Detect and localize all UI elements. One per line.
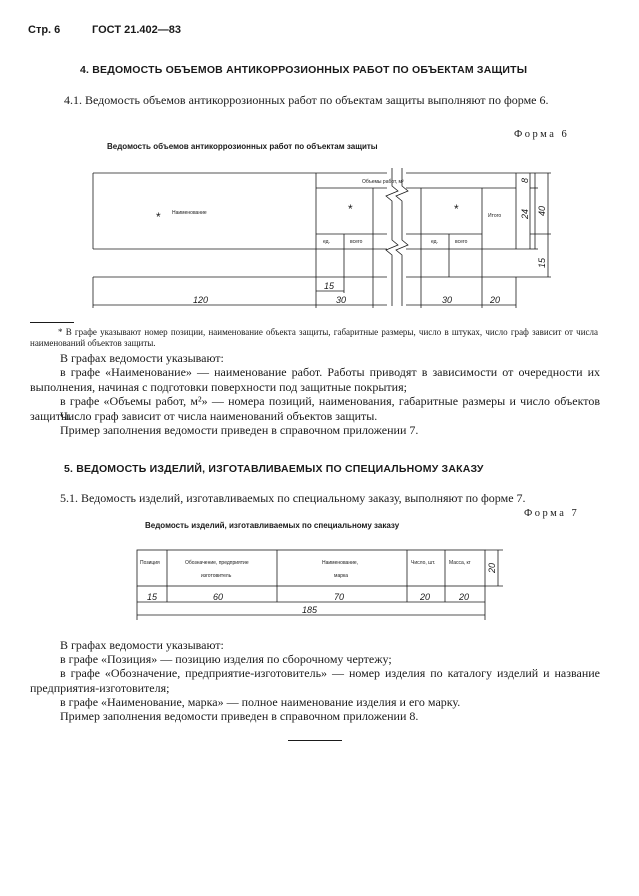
form-6-dim-30a: 30 bbox=[336, 295, 347, 305]
form-6-dim-30b: 30 bbox=[442, 295, 453, 305]
form-7-dim-20b: 20 bbox=[459, 592, 470, 602]
form-6-col-volumes: Объемы работ, м² bbox=[362, 179, 404, 185]
form-6-sub-vsego-2: всего bbox=[455, 239, 468, 245]
end-rule bbox=[288, 740, 342, 741]
form-7-col-designation-2: изготовитель bbox=[201, 573, 232, 579]
form-6-dim-40: 40 bbox=[537, 205, 547, 216]
standard-code: ГОСТ 21.402—83 bbox=[92, 24, 181, 36]
s5-item-2: в графе «Обозначение, предприятие-изготовитель» — номер изделия по каталогу изделий и название предприятия-изготовителя; bbox=[30, 666, 600, 695]
form-6-sub-vsego-1: всего bbox=[350, 239, 363, 245]
s4-item-3: Число граф зависит от числа наименований объектов защиты. bbox=[60, 409, 378, 423]
s5-item-4: Пример заполнения ведомости приведен в справочном приложении 8. bbox=[60, 709, 419, 723]
form-6-col-total: Итого bbox=[488, 213, 502, 219]
form-6-sub-ed-1: ед. bbox=[323, 239, 330, 245]
form-7-caption: Ведомость изделий, изготавливаемых по специальному заказу bbox=[145, 521, 400, 530]
form-6-dim-15v: 15 bbox=[537, 257, 547, 268]
form-6-dim-15: 15 bbox=[324, 281, 335, 291]
section-5-title: 5. ВЕДОМОСТЬ ИЗДЕЛИЙ, ИЗГОТАВЛИВАЕМЫХ ПО СПЕЦИАЛЬНОМУ ЗАКАЗУ bbox=[64, 463, 484, 475]
form-7-col-mass: Масса, кг bbox=[449, 560, 471, 566]
form-7-dim-20v: 20 bbox=[487, 562, 497, 573]
paragraph-5-1: 5.1. Ведомость изделий, изготавливаемых по специальному заказу, выполняют по форме 7. bbox=[60, 491, 526, 505]
form-6-dim-120: 120 bbox=[193, 295, 209, 305]
form-7-table bbox=[0, 540, 639, 624]
form-7-col-name-2: марка bbox=[334, 573, 349, 579]
s5-intro: В графах ведомости указывают: bbox=[60, 638, 224, 652]
form-6-dim-8: 8 bbox=[520, 177, 530, 183]
form-7-col-qty: Число, шт. bbox=[411, 560, 436, 566]
footnote-6: * В графе указывают номер позиции, наименование объекта защиты, габаритные размеры, число в штуках, число граф зависит от числа наименований объектов защиты. bbox=[30, 327, 598, 348]
form-7-dim-70: 70 bbox=[334, 592, 345, 602]
s4-intro: В графах ведомости указывают: bbox=[60, 351, 224, 365]
footnote-rule bbox=[30, 322, 74, 323]
section-4-title: 4. ВЕДОМОСТЬ ОБЪЕМОВ АНТИКОРРОЗИОННЫХ РАБОТ ПО ОБЪЕКТАМ ЗАЩИТЫ bbox=[80, 64, 528, 76]
form-7-col-name-1: Наименование, bbox=[322, 560, 359, 566]
s5-item-1: в графе «Позиция» — позицию изделия по сборочному чертежу; bbox=[60, 652, 392, 666]
paragraph-4-1: 4.1. Ведомость объемов антикоррозионных работ по объектам защиты выполняют по форме 6. bbox=[64, 93, 549, 107]
form-6-caption: Ведомость объемов антикоррозионных работ по объектам защиты bbox=[107, 142, 378, 151]
form-6-star-3: * bbox=[156, 210, 161, 224]
form-7-label: Форма 7 bbox=[524, 508, 580, 519]
form-7-dim-60: 60 bbox=[213, 592, 224, 602]
form-6-sub-ed-2: ед. bbox=[431, 239, 438, 245]
form-7-dim-20a: 20 bbox=[420, 592, 431, 602]
form-7-col-position: Позиция bbox=[140, 560, 160, 566]
form-6-label: Форма 6 bbox=[514, 129, 570, 140]
s4-item-2: в графе «Объемы работ, м²» — номера позиций, наименования, габаритные размеры и число объектов защиты. bbox=[30, 394, 600, 423]
form-6-star-2: * bbox=[454, 202, 459, 216]
form-6-col-name: Наименование bbox=[172, 210, 207, 216]
form-6-dim-24: 24 bbox=[520, 208, 530, 219]
s5-item-3: в графе «Наименование, марка» — полное наименование изделия и его марку. bbox=[60, 695, 461, 709]
form-7-dim-185: 185 bbox=[302, 605, 318, 615]
form-6-star-1: * bbox=[348, 202, 353, 216]
form-6-table bbox=[0, 0, 639, 330]
form-7-col-designation-1: Обозначение, предприятие bbox=[185, 560, 249, 566]
form-7-dim-15: 15 bbox=[147, 592, 158, 602]
s4-item-4: Пример заполнения ведомости приведен в справочном приложении 7. bbox=[60, 423, 419, 437]
s4-item-1: в графе «Наименование» — наименование работ. Работы приводят в зависимости от очередности их выполнения, начиная с подготовки поверхности под защитные покрытия; bbox=[30, 365, 600, 394]
form-6-dim-20: 20 bbox=[490, 295, 501, 305]
page-number: Стр. 6 bbox=[28, 24, 61, 36]
